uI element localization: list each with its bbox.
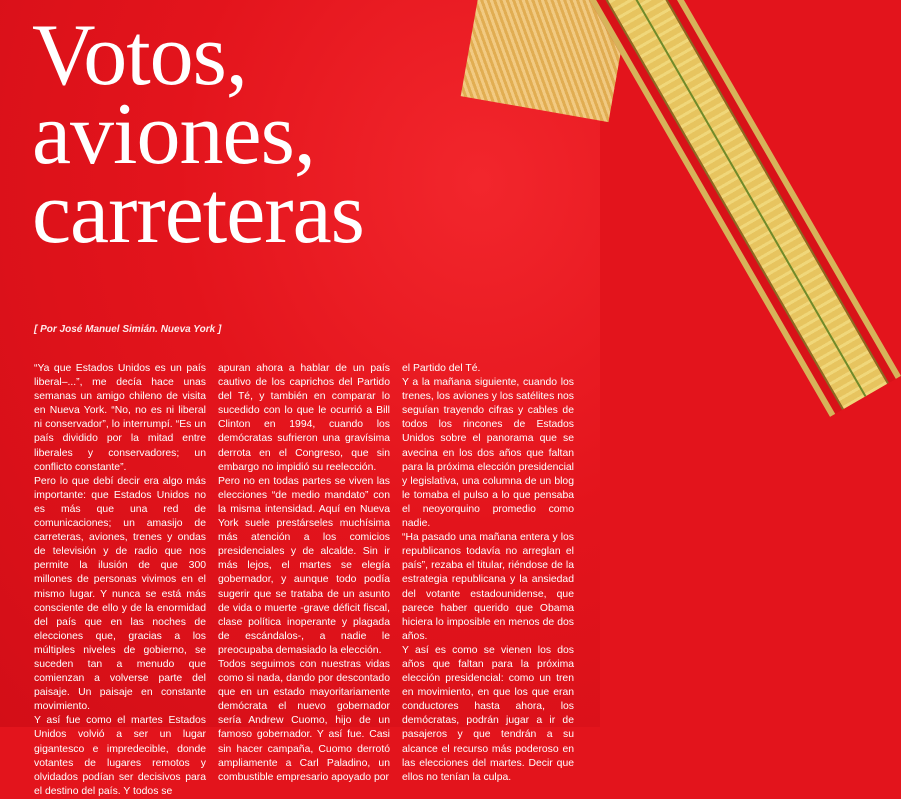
title-line: carreteras [32, 165, 364, 262]
paragraph: Y a la mañana siguiente, cuando los trenes, los aviones y los satélites nos seguían trayendo cifras y cables de todos los rincones de Estados Unidos sobre el panorama que se avecina en los dos años que faltan para la próxima elección presidencial y legislativa, una columna de un blog le tomaba el pulso a lo que pensaba el neoyorquino promedio como nadie. [402, 377, 574, 530]
paragraph: Pero lo que debí decir era algo más importante: que Estados Unidos no es más que una red de comunicaciones; un amasijo de carreteras, aviones, trenes y ondas de televisión y de radio que nos permite la ilusión de que 300 millones de personas vivimos en el mismo lugar. Y nunca se está más consciente de ello y de la enormidad del país que en las noches de elecciones que, gracias a los múltiples niveles de gobierno, se suceden tan a menudo que comienzan a volverse parte del paisaje. Un paisaje en constante movimiento. [34, 475, 206, 713]
title-line: Votos, [32, 7, 247, 104]
byline: [ Por José Manuel Simián. Nueva York ] [34, 324, 222, 335]
paragraph: apuran ahora a hablar de un país cautivo de los caprichos del Partido del Té, y también en comparar lo sucedido con lo que le ocurrió a Bill Clinton en 1994, cuando los demócratas sufrieron una gravísima derrota en el Congreso, que sin embargo no impidió su reelección. [218, 363, 390, 473]
article-body [34, 362, 574, 797]
paragraph: Y así es como se vienen los dos años que faltan para la próxima elección presidencial: como un tren en movimiento, en que los que eran conductores hasta ahora, los demócratas, podrán jugar a ir de pasajeros y que tendrán a su alcance el recurso más poderoso en las elecciones del martes. Decir que ellos no tenían la culpa. [402, 644, 574, 783]
paragraph: el Partido del Té. [402, 363, 481, 374]
article-title [32, 7, 364, 262]
text-column-1 [34, 362, 206, 797]
paragraph: Pero no en todas partes se viven las elecciones “de medio mandato” con la misma intensidad. Aquí en Nueva York suele prestárseles muchísima más atención a los comicios presidenciales y de alcalde. Sin ir más lejos, el martes se elegía gobernador, y aunque todo podía sugerir que se trataba de un asunto de vida o muerte -grave déficit fiscal, clase política inoperante y plagada de escándalos-, a nadie le preocupaba demasiado la elección. [218, 475, 390, 656]
paragraph: Todos seguimos con nuestras vidas como si nada, dando por descontado que en un estado mayoritariamente demócrata el nuevo gobernador sería Andrew Cuomo, hijo de un famoso gobernador. Y así fue. Casi sin hacer campaña, Cuomo derrotó ampliamente a Carl Paladino, un combustible empresario apoyado por [218, 658, 390, 783]
text-column-3 [402, 362, 574, 783]
text-column-2 [218, 362, 390, 783]
title-line: aviones, [32, 86, 315, 183]
paragraph: Y así fue como el martes Estados Unidos volvió a ser un lugar gigantesco e impredecible, donde votantes de lugares remotos y olvidados podían ser decisivos para el destino del país. Y todos se [34, 715, 206, 797]
paragraph: “Ha pasado una mañana entera y los republicanos todavía no arreglan el país”, rezaba el titular, riéndose de la estrategia republicana y la ansiedad del votante estadounidense, que parece haber querido que Obama hiciera lo imposible en menos de dos años. [402, 532, 574, 642]
paragraph: “Ya que Estados Unidos es un país liberal–...”, me decía hace unas semanas un amigo chileno de visita en Nueva York. “No, no es ni liberal ni conservador”, lo interrumpí. “Es un país dividido por la mitad entre liberales y conservadores; un conflicto constante”. [34, 363, 206, 473]
